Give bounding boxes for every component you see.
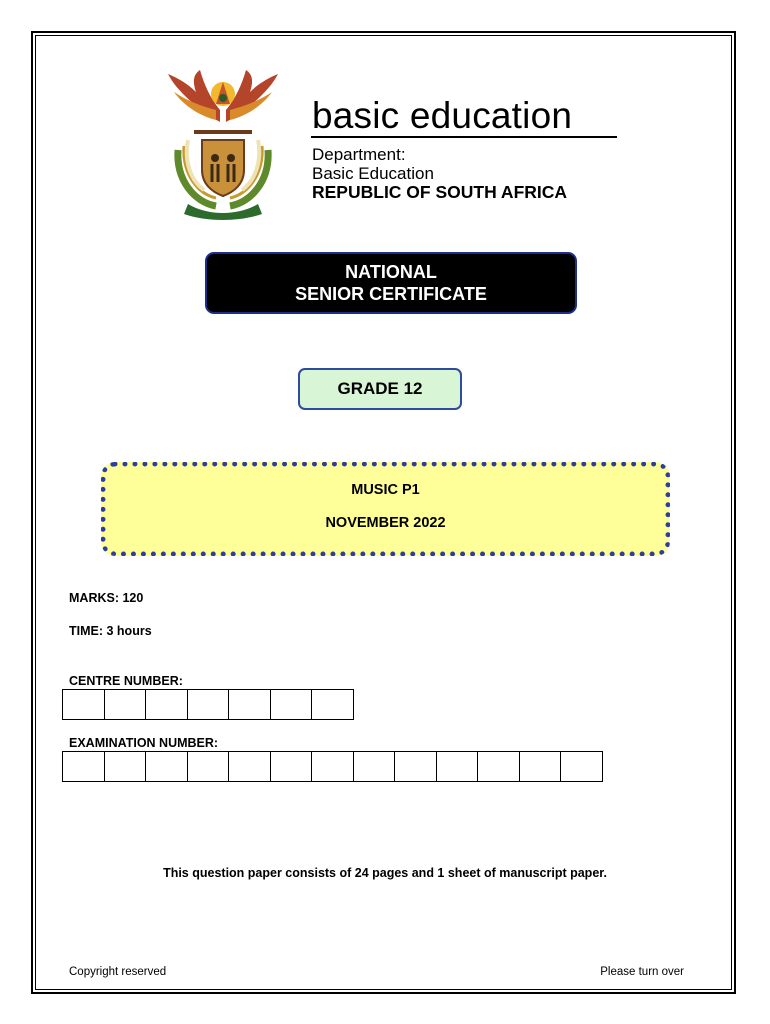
examination-number-label: EXAMINATION NUMBER: bbox=[69, 736, 219, 750]
department-line-3: REPUBLIC OF SOUTH AFRICA bbox=[312, 182, 568, 202]
footer-copyright: Copyright reserved bbox=[69, 966, 167, 978]
department-line-1: Department: bbox=[312, 145, 406, 164]
subject-session: NOVEMBER 2022 bbox=[325, 515, 446, 531]
brand-divider bbox=[311, 136, 617, 138]
examination-number-cell[interactable] bbox=[561, 752, 603, 782]
centre-number-cell[interactable] bbox=[271, 690, 313, 720]
certificate-title-box bbox=[205, 252, 577, 314]
examination-number-cell[interactable] bbox=[354, 752, 396, 782]
grade-badge: GRADE 12 bbox=[298, 368, 462, 410]
examination-number-cell[interactable] bbox=[395, 752, 437, 782]
examination-number-cell[interactable] bbox=[437, 752, 479, 782]
paper-composition-note: This question paper consists of 24 pages and 1 sheet of manuscript paper. bbox=[163, 866, 607, 880]
centre-number-cell[interactable] bbox=[188, 690, 230, 720]
department-line-2: Basic Education bbox=[312, 164, 434, 183]
brand-name: basic education bbox=[312, 95, 573, 136]
centre-number-grid bbox=[62, 689, 354, 720]
coat-of-arms-icon bbox=[158, 70, 288, 220]
examination-number-cell[interactable] bbox=[478, 752, 520, 782]
footer-turn-over: Please turn over bbox=[600, 966, 684, 978]
centre-number-cell[interactable] bbox=[105, 690, 147, 720]
examination-number-cell[interactable] bbox=[188, 752, 230, 782]
time-label: TIME: 3 hours bbox=[69, 624, 152, 638]
examination-number-cell[interactable] bbox=[63, 752, 105, 782]
centre-number-label: CENTRE NUMBER: bbox=[69, 674, 183, 688]
examination-number-cell[interactable] bbox=[271, 752, 313, 782]
subject-paper: MUSIC P1 bbox=[351, 482, 420, 498]
examination-number-cell[interactable] bbox=[105, 752, 147, 782]
examination-number-cell[interactable] bbox=[312, 752, 354, 782]
centre-number-cell[interactable] bbox=[63, 690, 105, 720]
certificate-title-line-2: SENIOR CERTIFICATE bbox=[295, 284, 487, 304]
centre-number-cell[interactable] bbox=[312, 690, 354, 720]
department-block bbox=[312, 145, 567, 202]
marks-label: MARKS: 120 bbox=[69, 591, 144, 605]
certificate-title-line-1: NATIONAL bbox=[345, 262, 437, 282]
subject-box bbox=[101, 462, 670, 556]
centre-number-cell[interactable] bbox=[146, 690, 188, 720]
examination-number-cell[interactable] bbox=[146, 752, 188, 782]
centre-number-cell[interactable] bbox=[229, 690, 271, 720]
examination-number-cell[interactable] bbox=[229, 752, 271, 782]
examination-number-cell[interactable] bbox=[520, 752, 562, 782]
examination-number-grid bbox=[62, 751, 603, 782]
